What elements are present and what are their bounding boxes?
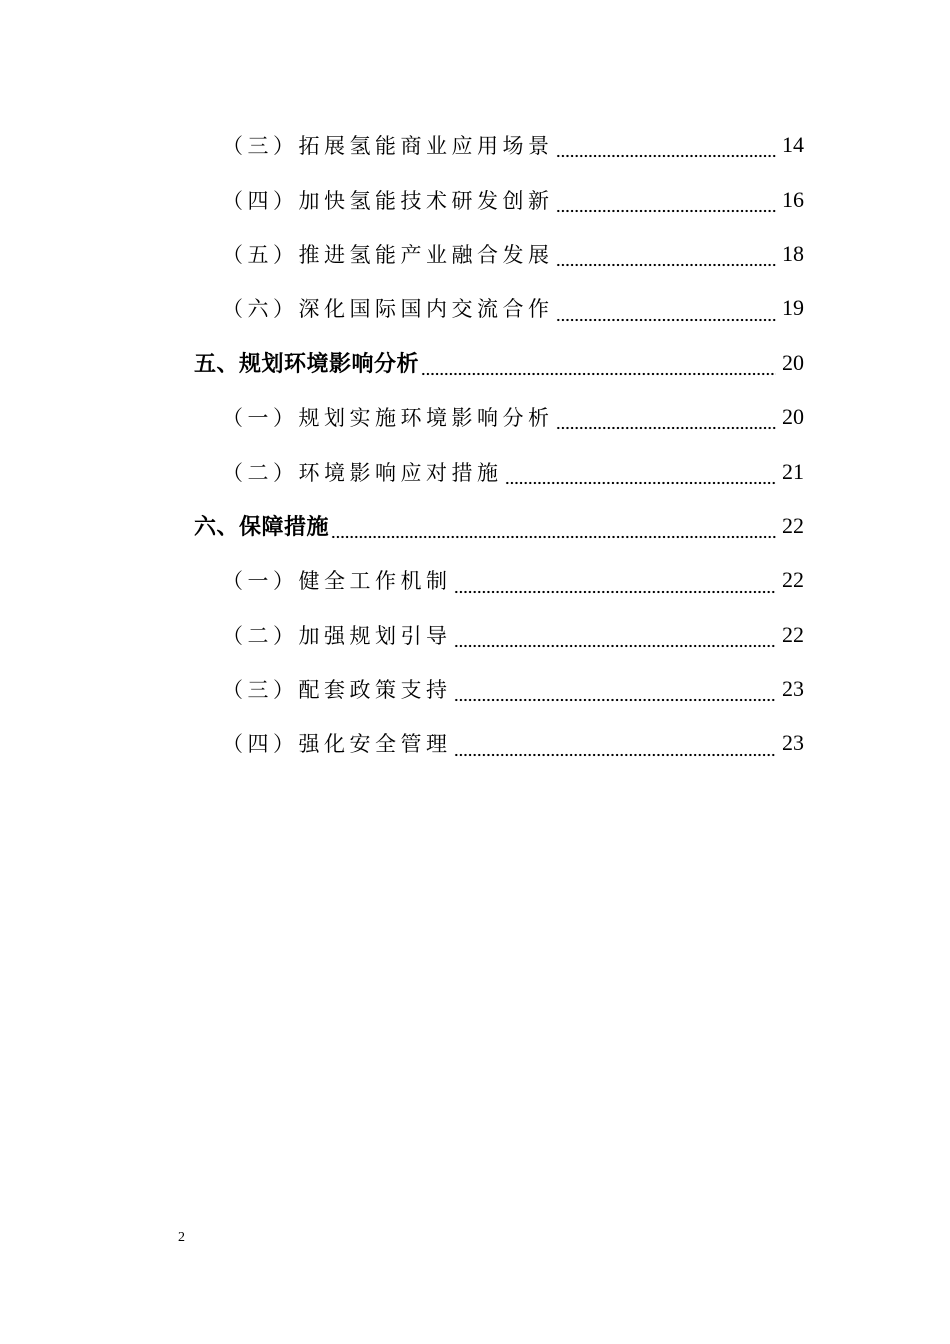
toc-entry[interactable] <box>0 608 950 662</box>
toc-section-heading[interactable] <box>0 336 950 390</box>
toc-entry-page: 23 <box>782 676 804 702</box>
toc-entry-page: 20 <box>782 349 804 375</box>
toc-entry-page: 18 <box>782 240 804 266</box>
toc-entry-title: （一）规划实施环境影响分析 <box>222 406 554 431</box>
toc-entry-page: 19 <box>782 295 804 321</box>
toc-dot-leader <box>454 737 777 757</box>
toc-entry-title: （三）配套政策支持 <box>222 678 452 703</box>
footer-page-number: 2 <box>178 1230 185 1245</box>
toc-dot-leader <box>556 138 777 158</box>
toc-entry[interactable] <box>0 390 950 444</box>
toc-entry[interactable] <box>0 281 950 335</box>
toc-dot-leader <box>331 519 776 539</box>
toc-entry-page: 21 <box>782 458 804 484</box>
toc-entry-title: 五、规划环境影响分析 <box>194 352 420 378</box>
toc-entry-title: （五）推进氢能产业融合发展 <box>222 242 554 267</box>
toc-entry-title: 六、保障措施 <box>194 515 330 541</box>
toc-dot-leader <box>556 302 777 322</box>
toc-entry[interactable] <box>0 662 950 716</box>
toc-dot-leader <box>556 247 777 267</box>
toc-entry-page: 20 <box>782 404 804 430</box>
toc-dot-leader <box>556 410 777 430</box>
toc-entry-page: 22 <box>782 512 804 538</box>
toc-entry[interactable] <box>0 118 950 172</box>
table-of-contents <box>0 118 950 771</box>
toc-dot-leader <box>505 465 777 485</box>
toc-entry-page: 23 <box>782 730 804 756</box>
toc-entry-page: 22 <box>782 621 804 647</box>
toc-dot-leader <box>421 356 776 376</box>
toc-entry-page: 14 <box>782 132 804 158</box>
toc-entry-title: （三）拓展氢能商业应用场景 <box>222 134 554 159</box>
toc-entry-page: 16 <box>782 186 804 212</box>
toc-entry-title: （六）深化国际国内交流合作 <box>222 297 554 322</box>
toc-entry-title: （二）加强规划引导 <box>222 623 452 648</box>
toc-entry[interactable] <box>0 172 950 226</box>
toc-entry-title: （四）加快氢能技术研发创新 <box>222 188 554 213</box>
toc-entry[interactable] <box>0 227 950 281</box>
toc-entry-title: （二）环境影响应对措施 <box>222 460 503 485</box>
toc-dot-leader <box>454 628 777 648</box>
toc-entry[interactable] <box>0 716 950 770</box>
toc-dot-leader <box>556 193 777 213</box>
toc-entry-title: （一）健全工作机制 <box>222 569 452 594</box>
toc-dot-leader <box>454 574 777 594</box>
toc-section-heading[interactable] <box>0 499 950 553</box>
toc-entry-title: （四）强化安全管理 <box>222 732 452 757</box>
toc-entry[interactable] <box>0 444 950 498</box>
toc-entry[interactable] <box>0 553 950 607</box>
toc-entry-page: 22 <box>782 567 804 593</box>
toc-dot-leader <box>454 682 777 702</box>
